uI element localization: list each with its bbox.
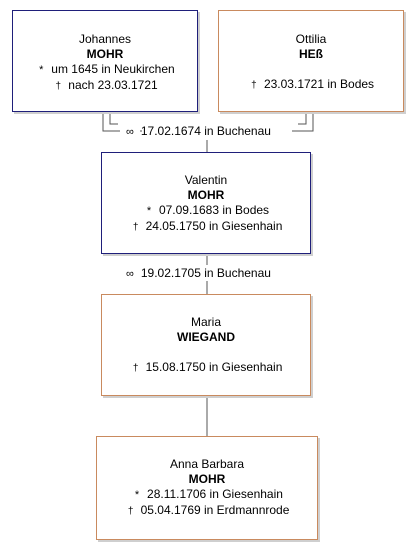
marriage-text: 17.02.1674 in Buchenau (140, 124, 271, 138)
death-line (102, 219, 310, 235)
marriage-icon: ∞ (126, 268, 133, 280)
person-surname: WIEGAND (177, 330, 235, 344)
death-line (13, 78, 197, 94)
death-icon: † (127, 506, 134, 517)
death-text: 24.05.1750 in Giesenhain (145, 219, 283, 233)
person-surname: MOHR (86, 47, 124, 61)
birth-text: 28.11.1706 in Giesenhain (147, 487, 283, 501)
death-text: 23.03.1721 in Bodes (263, 77, 375, 91)
birth-text: um 1645 in Neukirchen (51, 62, 175, 76)
death-icon: † (132, 222, 139, 233)
person-given-name: Valentin (184, 173, 228, 187)
birth-line (102, 203, 310, 219)
death-line (219, 77, 403, 93)
marriage-label-1 (126, 124, 271, 138)
person-card-maria[interactable] (101, 294, 311, 396)
death-line (97, 503, 317, 519)
death-line (102, 360, 310, 376)
person-given-name: Maria (190, 315, 221, 329)
death-text: nach 23.03.1721 (68, 78, 158, 92)
person-card-johannes[interactable] (12, 10, 198, 112)
birth-line (97, 487, 317, 503)
birth-line (13, 62, 197, 78)
person-surname: MOHR (188, 472, 226, 486)
person-card-valentin[interactable] (101, 152, 311, 254)
death-icon: † (132, 363, 139, 374)
person-card-anna-barbara[interactable] (96, 436, 318, 540)
death-icon: † (251, 80, 257, 91)
birth-icon: * (134, 489, 140, 501)
person-given-name: Johannes (78, 32, 132, 46)
spacer-line (102, 345, 310, 360)
person-given-name: Anna Barbara (169, 457, 245, 471)
spacer-line (219, 62, 403, 77)
death-icon: † (55, 81, 62, 92)
person-surname: HEß (299, 47, 323, 61)
death-text: 05.04.1769 in Erdmannrode (140, 503, 290, 517)
person-given-name: Ottilia (295, 32, 327, 46)
marriage-icon: ∞ (126, 126, 133, 138)
marriage-text: 19.02.1705 in Buchenau (140, 266, 271, 280)
person-surname: MOHR (187, 188, 225, 202)
death-text: 15.08.1750 in Giesenhain (145, 360, 283, 374)
marriage-label-2 (126, 266, 271, 280)
person-card-ottilia[interactable] (218, 10, 404, 112)
birth-icon: * (146, 205, 152, 217)
birth-icon: * (39, 64, 44, 76)
birth-text: 07.09.1683 in Bodes (158, 203, 270, 217)
